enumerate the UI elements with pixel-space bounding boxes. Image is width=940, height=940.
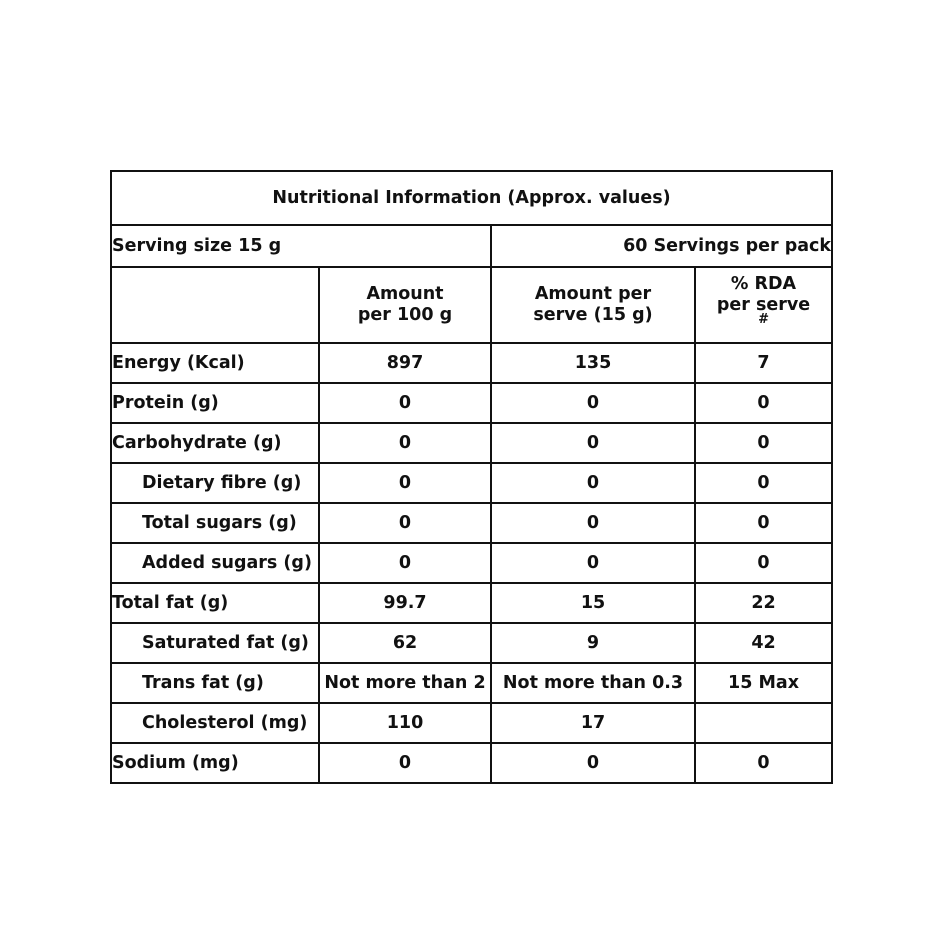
row-value-per-serve: 0 bbox=[491, 463, 695, 503]
row-value-per-100g: 897 bbox=[319, 343, 491, 383]
row-value-per-serve: 0 bbox=[491, 383, 695, 423]
row-value-rda: 7 bbox=[695, 343, 832, 383]
row-label: Dietary fibre (g) bbox=[111, 463, 319, 503]
header-rda-line1: % RDA bbox=[730, 274, 797, 295]
row-value-rda: 15 Max bbox=[695, 663, 832, 703]
table-row bbox=[111, 583, 832, 623]
header-per-100g-line1: Amount bbox=[366, 284, 444, 305]
row-value-per-100g: 0 bbox=[319, 743, 491, 783]
table-row bbox=[111, 623, 832, 663]
table-row bbox=[111, 543, 832, 583]
row-value-per-100g: 0 bbox=[319, 463, 491, 503]
row-label: Trans fat (g) bbox=[111, 663, 319, 703]
table-row bbox=[111, 383, 832, 423]
header-per-serve-line2: serve (15 g) bbox=[533, 305, 653, 325]
row-value-per-100g: 99.7 bbox=[319, 583, 491, 623]
row-value-rda bbox=[695, 703, 832, 743]
rda-footnote-marker: # bbox=[758, 312, 769, 328]
row-value-rda: 0 bbox=[695, 543, 832, 583]
row-label: Total sugars (g) bbox=[111, 503, 319, 543]
table-row bbox=[111, 663, 832, 703]
servings-per-pack-text: 60 Servings per pack bbox=[491, 225, 832, 267]
row-value-per-serve: 15 bbox=[491, 583, 695, 623]
table-row-title bbox=[111, 171, 832, 225]
table-row bbox=[111, 743, 832, 783]
row-value-per-serve: 135 bbox=[491, 343, 695, 383]
nutrition-table bbox=[110, 170, 833, 784]
table-row bbox=[111, 703, 832, 743]
row-value-per-100g: 0 bbox=[319, 503, 491, 543]
header-rda-line2-text: per serve bbox=[716, 294, 811, 315]
row-value-per-100g: 0 bbox=[319, 383, 491, 423]
row-label: Saturated fat (g) bbox=[111, 623, 319, 663]
row-value-rda: 42 bbox=[695, 623, 832, 663]
row-value-per-100g: Not more than 2 bbox=[319, 663, 491, 703]
panel-title: Nutritional Information (Approx. values) bbox=[111, 171, 832, 225]
header-blank-cell bbox=[111, 267, 319, 343]
table-row bbox=[111, 503, 832, 543]
table-row bbox=[111, 423, 832, 463]
row-label: Sodium (mg) bbox=[111, 743, 319, 783]
row-value-rda: 0 bbox=[695, 383, 832, 423]
serving-size-text: Serving size 15 g bbox=[111, 225, 491, 267]
row-value-per-serve: 0 bbox=[491, 743, 695, 783]
row-value-rda: 0 bbox=[695, 423, 832, 463]
row-value-per-100g: 110 bbox=[319, 703, 491, 743]
row-value-per-100g: 62 bbox=[319, 623, 491, 663]
row-value-per-serve: 0 bbox=[491, 503, 695, 543]
row-value-per-serve: 9 bbox=[491, 623, 695, 663]
row-value-rda: 0 bbox=[695, 503, 832, 543]
row-label: Added sugars (g) bbox=[111, 543, 319, 583]
row-label: Total fat (g) bbox=[111, 583, 319, 623]
header-per-100g-line2: per 100 g bbox=[357, 305, 453, 325]
row-value-rda: 22 bbox=[695, 583, 832, 623]
row-value-rda: 0 bbox=[695, 463, 832, 503]
header-rda bbox=[695, 267, 832, 343]
table-row-header bbox=[111, 267, 832, 343]
row-value-rda: 0 bbox=[695, 743, 832, 783]
table-row-serving bbox=[111, 225, 832, 267]
nutrition-panel bbox=[110, 170, 831, 784]
header-per-100g bbox=[319, 267, 491, 343]
row-value-per-100g: 0 bbox=[319, 423, 491, 463]
table-row bbox=[111, 463, 832, 503]
row-label: Energy (Kcal) bbox=[111, 343, 319, 383]
header-per-serve-line1: Amount per bbox=[534, 284, 652, 305]
row-value-per-serve: Not more than 0.3 bbox=[491, 663, 695, 703]
table-row bbox=[111, 343, 832, 383]
header-rda-line2 bbox=[696, 295, 831, 336]
row-value-per-serve: 0 bbox=[491, 423, 695, 463]
row-label: Carbohydrate (g) bbox=[111, 423, 319, 463]
header-per-serve bbox=[491, 267, 695, 343]
row-label: Protein (g) bbox=[111, 383, 319, 423]
row-label: Cholesterol (mg) bbox=[111, 703, 319, 743]
row-value-per-serve: 17 bbox=[491, 703, 695, 743]
row-value-per-serve: 0 bbox=[491, 543, 695, 583]
row-value-per-100g: 0 bbox=[319, 543, 491, 583]
